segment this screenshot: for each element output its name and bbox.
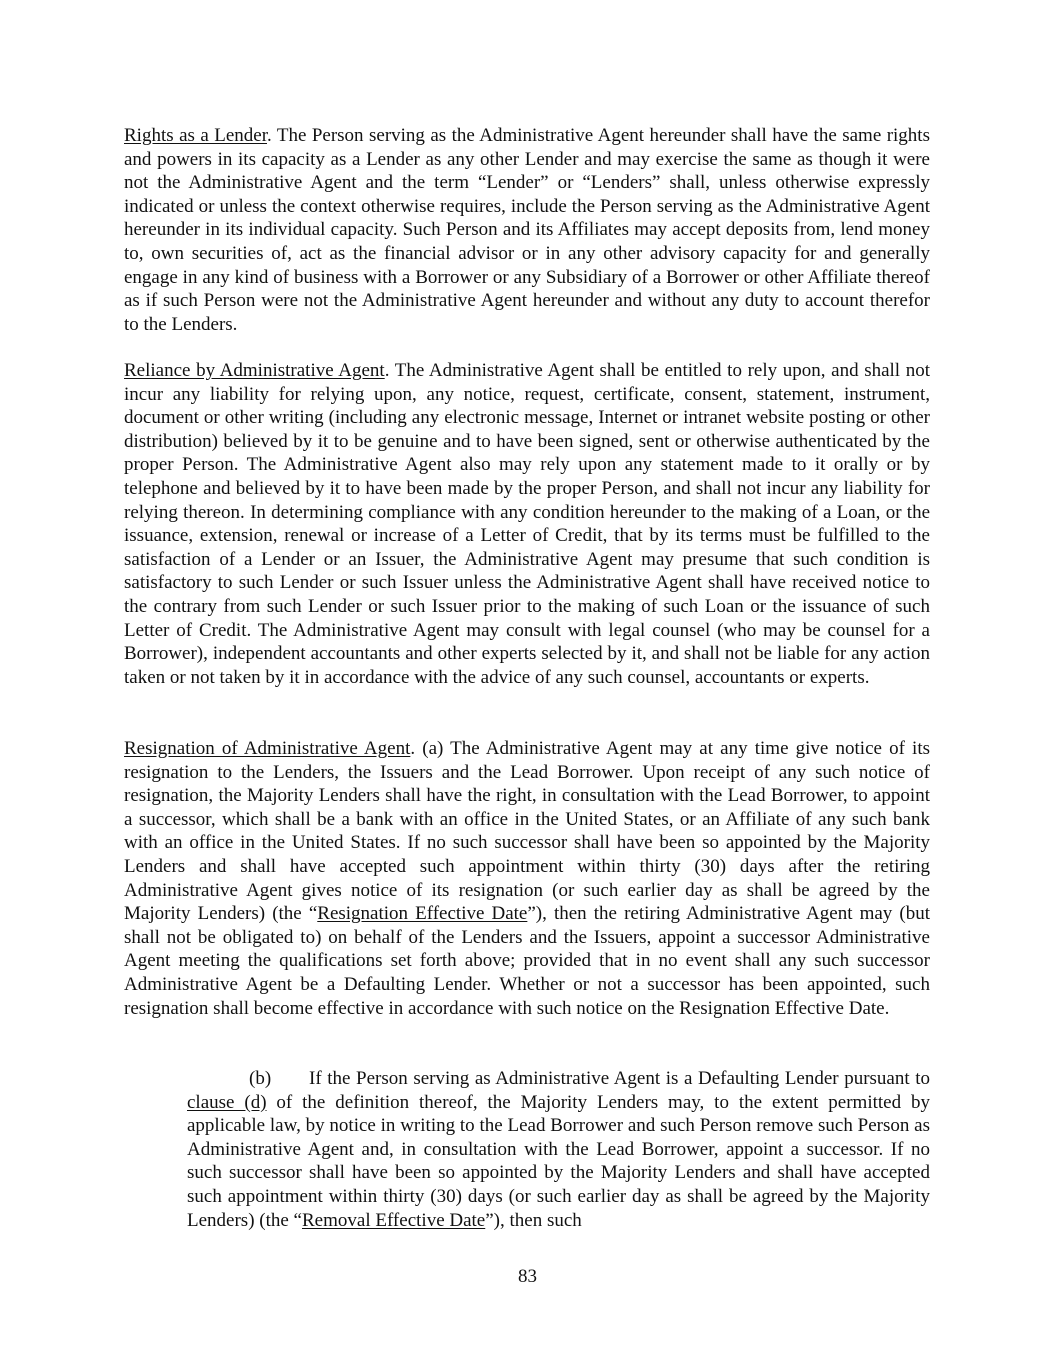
heading-punctuation: . — [410, 738, 423, 759]
paragraph-text: ”), then the retiring Administrative Agent may (but shall not be obligated to) on behalf of the Lenders and the Issuers, appoint a successor Administrative Agent meeting the qualifications set forth above; provided that in no event shall any such successor Administrative Agent be a Defaulting Lender. Whether or not a successor has been appointed, such resignation shall become effective in accordance with such notice on the Resignation Effective Date. — [124, 903, 930, 1019]
heading-punctuation: . — [266, 125, 277, 146]
paragraph-text: (a) The Administrative Agent may at any time give notice of its resignation to the Lenders, the Issuers and the Lead Borrower. Upon receipt of any such notice of resignation, the Majority Lenders shall have the right, in consultation with the Lead Borrower, to appoint a successor, which shall be a bank with an office in the United States, or an Affiliate of any such bank with an office in the United States. If no such successor shall have been so appointed by the Majority Lenders and shall have accepted such appointment within thirty (30) days after the retiring Administrative Agent gives notice of its resignation (or such earlier day as shall be agreed by the Majority Lenders) (the “ — [124, 738, 931, 925]
paragraph-resignation-of-administrative-agent — [124, 737, 930, 1020]
paragraph-clause-b — [187, 1067, 930, 1232]
defined-term-resignation-effective-date: Resignation Effective Date — [317, 903, 528, 925]
cross-reference-clause-d: clause (d) — [187, 1091, 267, 1113]
paragraph-reliance-by-administrative-agent — [124, 359, 930, 689]
clause-label: (b) — [249, 1068, 272, 1089]
paragraph-text: ”), then such — [485, 1209, 582, 1231]
paragraph-rights-as-a-lender — [124, 124, 930, 336]
section-heading-resignation-of-administrative-agent: Resignation of Administrative Agent — [124, 738, 411, 759]
defined-term-removal-effective-date: Removal Effective Date — [302, 1209, 486, 1231]
paragraph-text: The Person serving as the Administrative Agent hereunder shall have the same rights and powers in its capacity as a Lender as any other Lender and may exercise the same as though it were not the Administrative Agent and the term “Lender” or “Lenders” shall, unless otherwise expressly indicated or unless the context otherwise requires, include the Person serving as the Administrative Agent hereunder in its individual capacity. Such Person and its Affiliates may accept deposits from, lend money to, own securities of, act as the financial advisor or in any other advisory capacity for and generally engage in any kind of business with a Borrower or any Subsidiary of a Borrower or other Affiliate thereof as if such Person were not the Administrative Agent hereunder and without any duty to account therefor to the Lenders. — [124, 125, 930, 335]
paragraph-text: If the Person serving as Administrative Agent is a Defaulting Lender pursuant to — [309, 1068, 930, 1089]
paragraph-text: of the definition thereof, the Majority Lenders may, to the extent permitted by applicable law, by notice in writing to the Lead Borrower and such Person remove such Person as Administrative Agent and, in consultation with the Lead Borrower, appoint a successor. If no such successor shall have been so appointed by the Majority Lenders and shall have accepted such appointment within thirty (30) days (or such earlier day as shall be agreed by the Majority Lenders) (the “ — [187, 1091, 930, 1231]
page-number: 83 — [518, 1266, 537, 1287]
section-heading-rights-as-a-lender: Rights as a Lender — [124, 125, 267, 146]
paragraph-text: The Administrative Agent shall be entitled to rely upon, and shall not incur any liability for relying upon, any notice, request, certificate, consent, statement, instrument, document or other writing (including any electronic message, Internet or intranet website posting or other distribution) believed by it to be genuine and to have been signed, sent or otherwise authenticated by the proper Person. The Administrative Agent also may rely upon any statement made to it orally or by telephone and believed by it to have been made by the proper Person, and shall not incur any liability for relying thereon. In determining compliance with any condition hereunder to the making of a Loan, or the issuance, extension, renewal or increase of a Letter of Credit, that by its terms must be fulfilled to the satisfaction of a Lender or an Issuer, the Administrative Agent may presume that such condition is satisfactory to such Lender or such Issuer unless the Administrative Agent shall have received notice to the contrary from such Lender or such Issuer prior to the making of such Loan or the issuance of such Letter of Credit. The Administrative Agent may consult with legal counsel (who may be counsel for a Borrower), independent accountants and other experts selected by it, and shall not be liable for any action taken or not taken by it in accordance with the advice of any such counsel, accountants or experts. — [124, 360, 930, 688]
heading-punctuation: . — [384, 360, 395, 381]
section-heading-reliance-by-administrative-agent: Reliance by Administrative Agent — [124, 360, 385, 381]
